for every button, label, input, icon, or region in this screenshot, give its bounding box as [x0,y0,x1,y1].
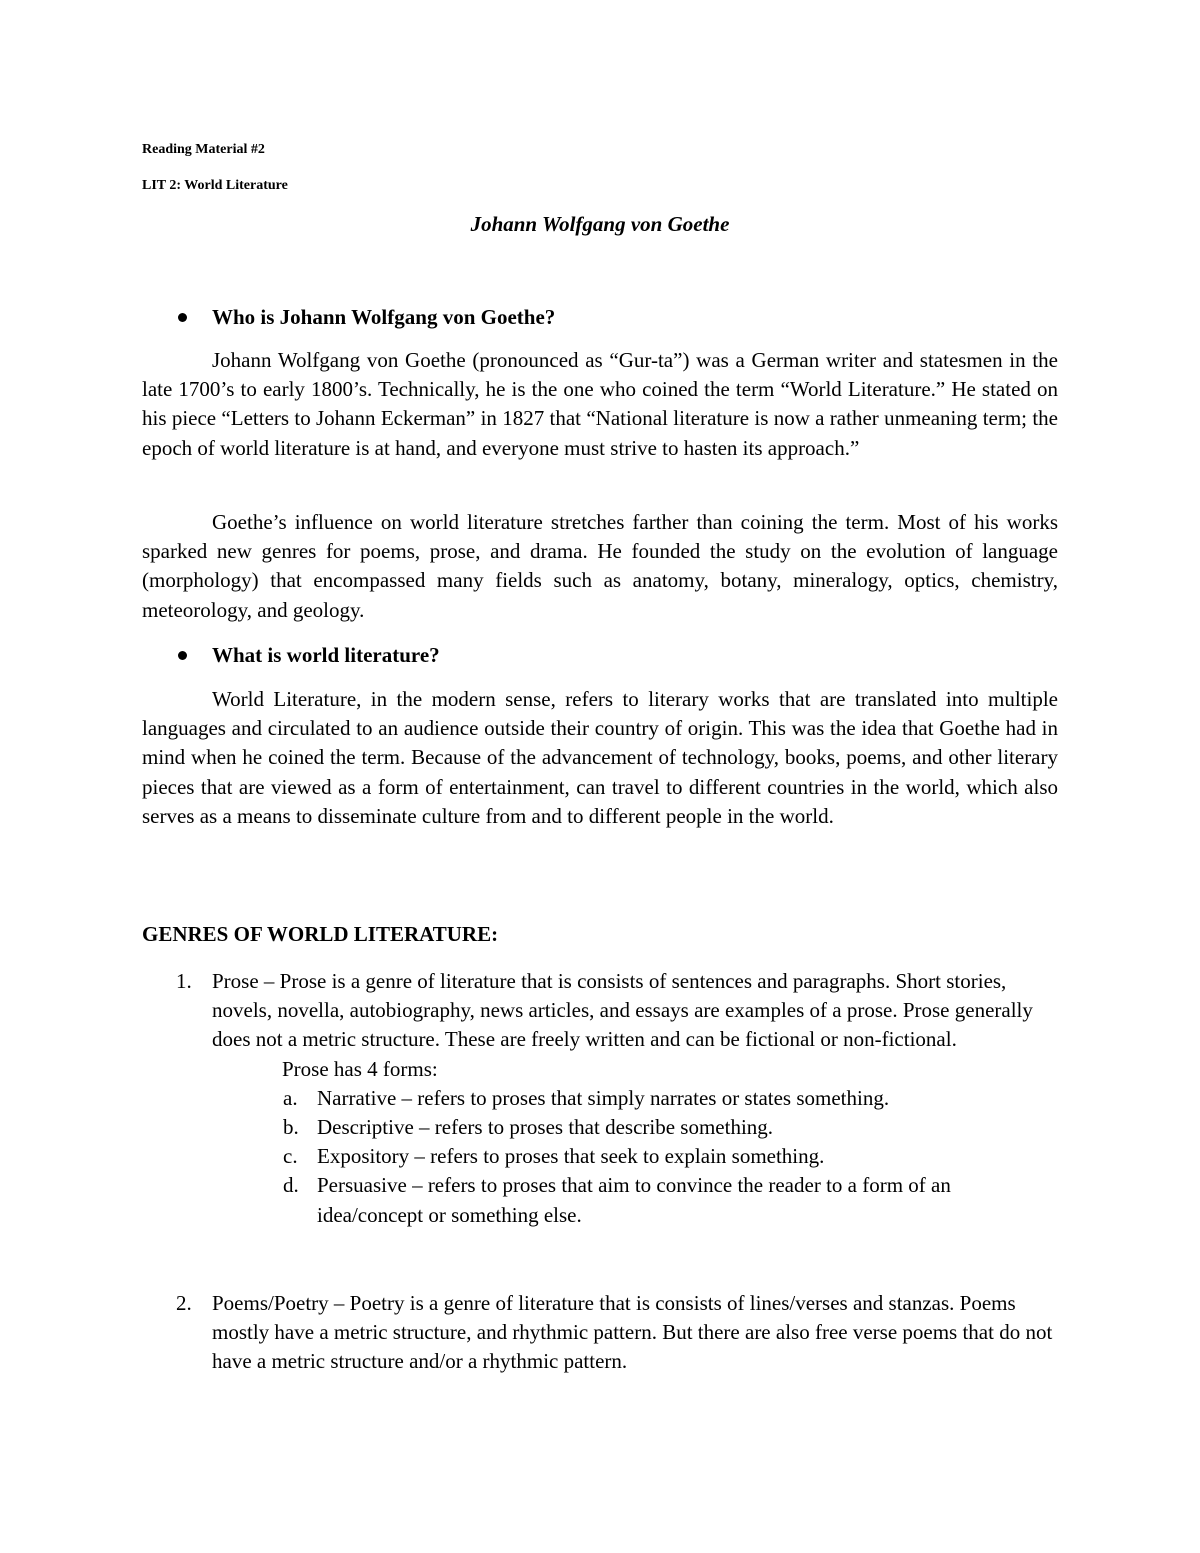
section-heading-text: Who is Johann Wolfgang von Goethe? [212,305,556,329]
list-letter: b. [283,1115,299,1140]
list-letter: c. [283,1144,298,1169]
prose-form-text: Expository – refers to proses that seek to explain something. [317,1144,825,1169]
course-label: LIT 2: World Literature [142,178,288,193]
paragraph-goethe-influence: Goethe’s influence on world literature stretches farther than coining the term. Most of his works sparked new genres for poems, prose, and drama. He founded the study on the evolution of language (morphology) that encompassed many fields such as anatomy, botany, mineralogy, optics, chemistry, meteorology, and geology. [142,510,1058,622]
paragraph-goethe-bio: Johann Wolfgang von Goethe (pronounced as “Gur-ta”) was a German writer and statesmen in the late 1700’s to early 1800’s. Technically, he is the one who coined the term “World Literature.” He stated on his piece “Letters to Johann Eckerman” in 1827 that “National literature is now a rather unmeaning term; the epoch of world literature is at hand, and everyone must strive to hasten its approach.” [142,348,1058,460]
list-letter: d. [283,1173,299,1198]
genre-item-prose [142,967,1058,1230]
reading-material-label: Reading Material #2 [142,142,265,157]
bullet-icon [178,313,187,322]
genre-prose-text: Prose – Prose is a genre of literature that is consists of sentences and paragraphs. Short stories, novels, novella, autobiography, news articles, and essays are examples of a prose. Prose generally does not a metric structure. These are freely written and can be fictional or non-fictional. [212,969,1033,1052]
prose-form-item [283,1142,1058,1171]
prose-forms-intro: Prose has 4 forms: [282,1056,438,1081]
section-heading-who-is-goethe [212,305,555,330]
section-heading-what-is-world-literature [212,643,440,668]
genres-heading: GENRES OF WORLD LITERATURE: [142,922,499,946]
list-letter: a. [283,1085,298,1110]
document-title: Johann Wolfgang von Goethe [470,212,730,236]
list-number: 2. [176,1291,192,1315]
bullet-icon [178,651,187,660]
prose-form-text: Narrative – refers to proses that simply narrates or states something. [317,1085,890,1110]
section-heading-text: What is world literature? [212,643,440,667]
prose-form-item [283,1171,1058,1229]
prose-form-item [283,1113,1058,1142]
genre-item-poetry [142,1289,1058,1377]
list-number: 1. [176,969,192,993]
genre-poetry-text: Poems/Poetry – Poetry is a genre of literature that is consists of lines/verses and stanzas. Poems mostly have a metric structure, and rhythmic pattern. But there are also free verse poems that do not have a metric structure and/or a rhythmic pattern. [212,1291,1053,1374]
paragraph-world-literature-definition: World Literature, in the modern sense, refers to literary works that are translated into multiple languages and circulated to an audience outside their country of origin. This was the idea that Goethe had in mind when he coined the term. Because of the advancement of technology, books, poems, and other literary pieces that are viewed as a form of entertainment, can travel to different countries in the world, which also serves as a means to disseminate culture from and to different people in the world. [142,687,1058,828]
prose-form-text: Descriptive – refers to proses that describe something. [317,1115,774,1140]
prose-form-text: Persuasive – refers to proses that aim to convince the reader to a form of an idea/concept or something else. [317,1173,951,1227]
prose-form-item [283,1084,1058,1113]
